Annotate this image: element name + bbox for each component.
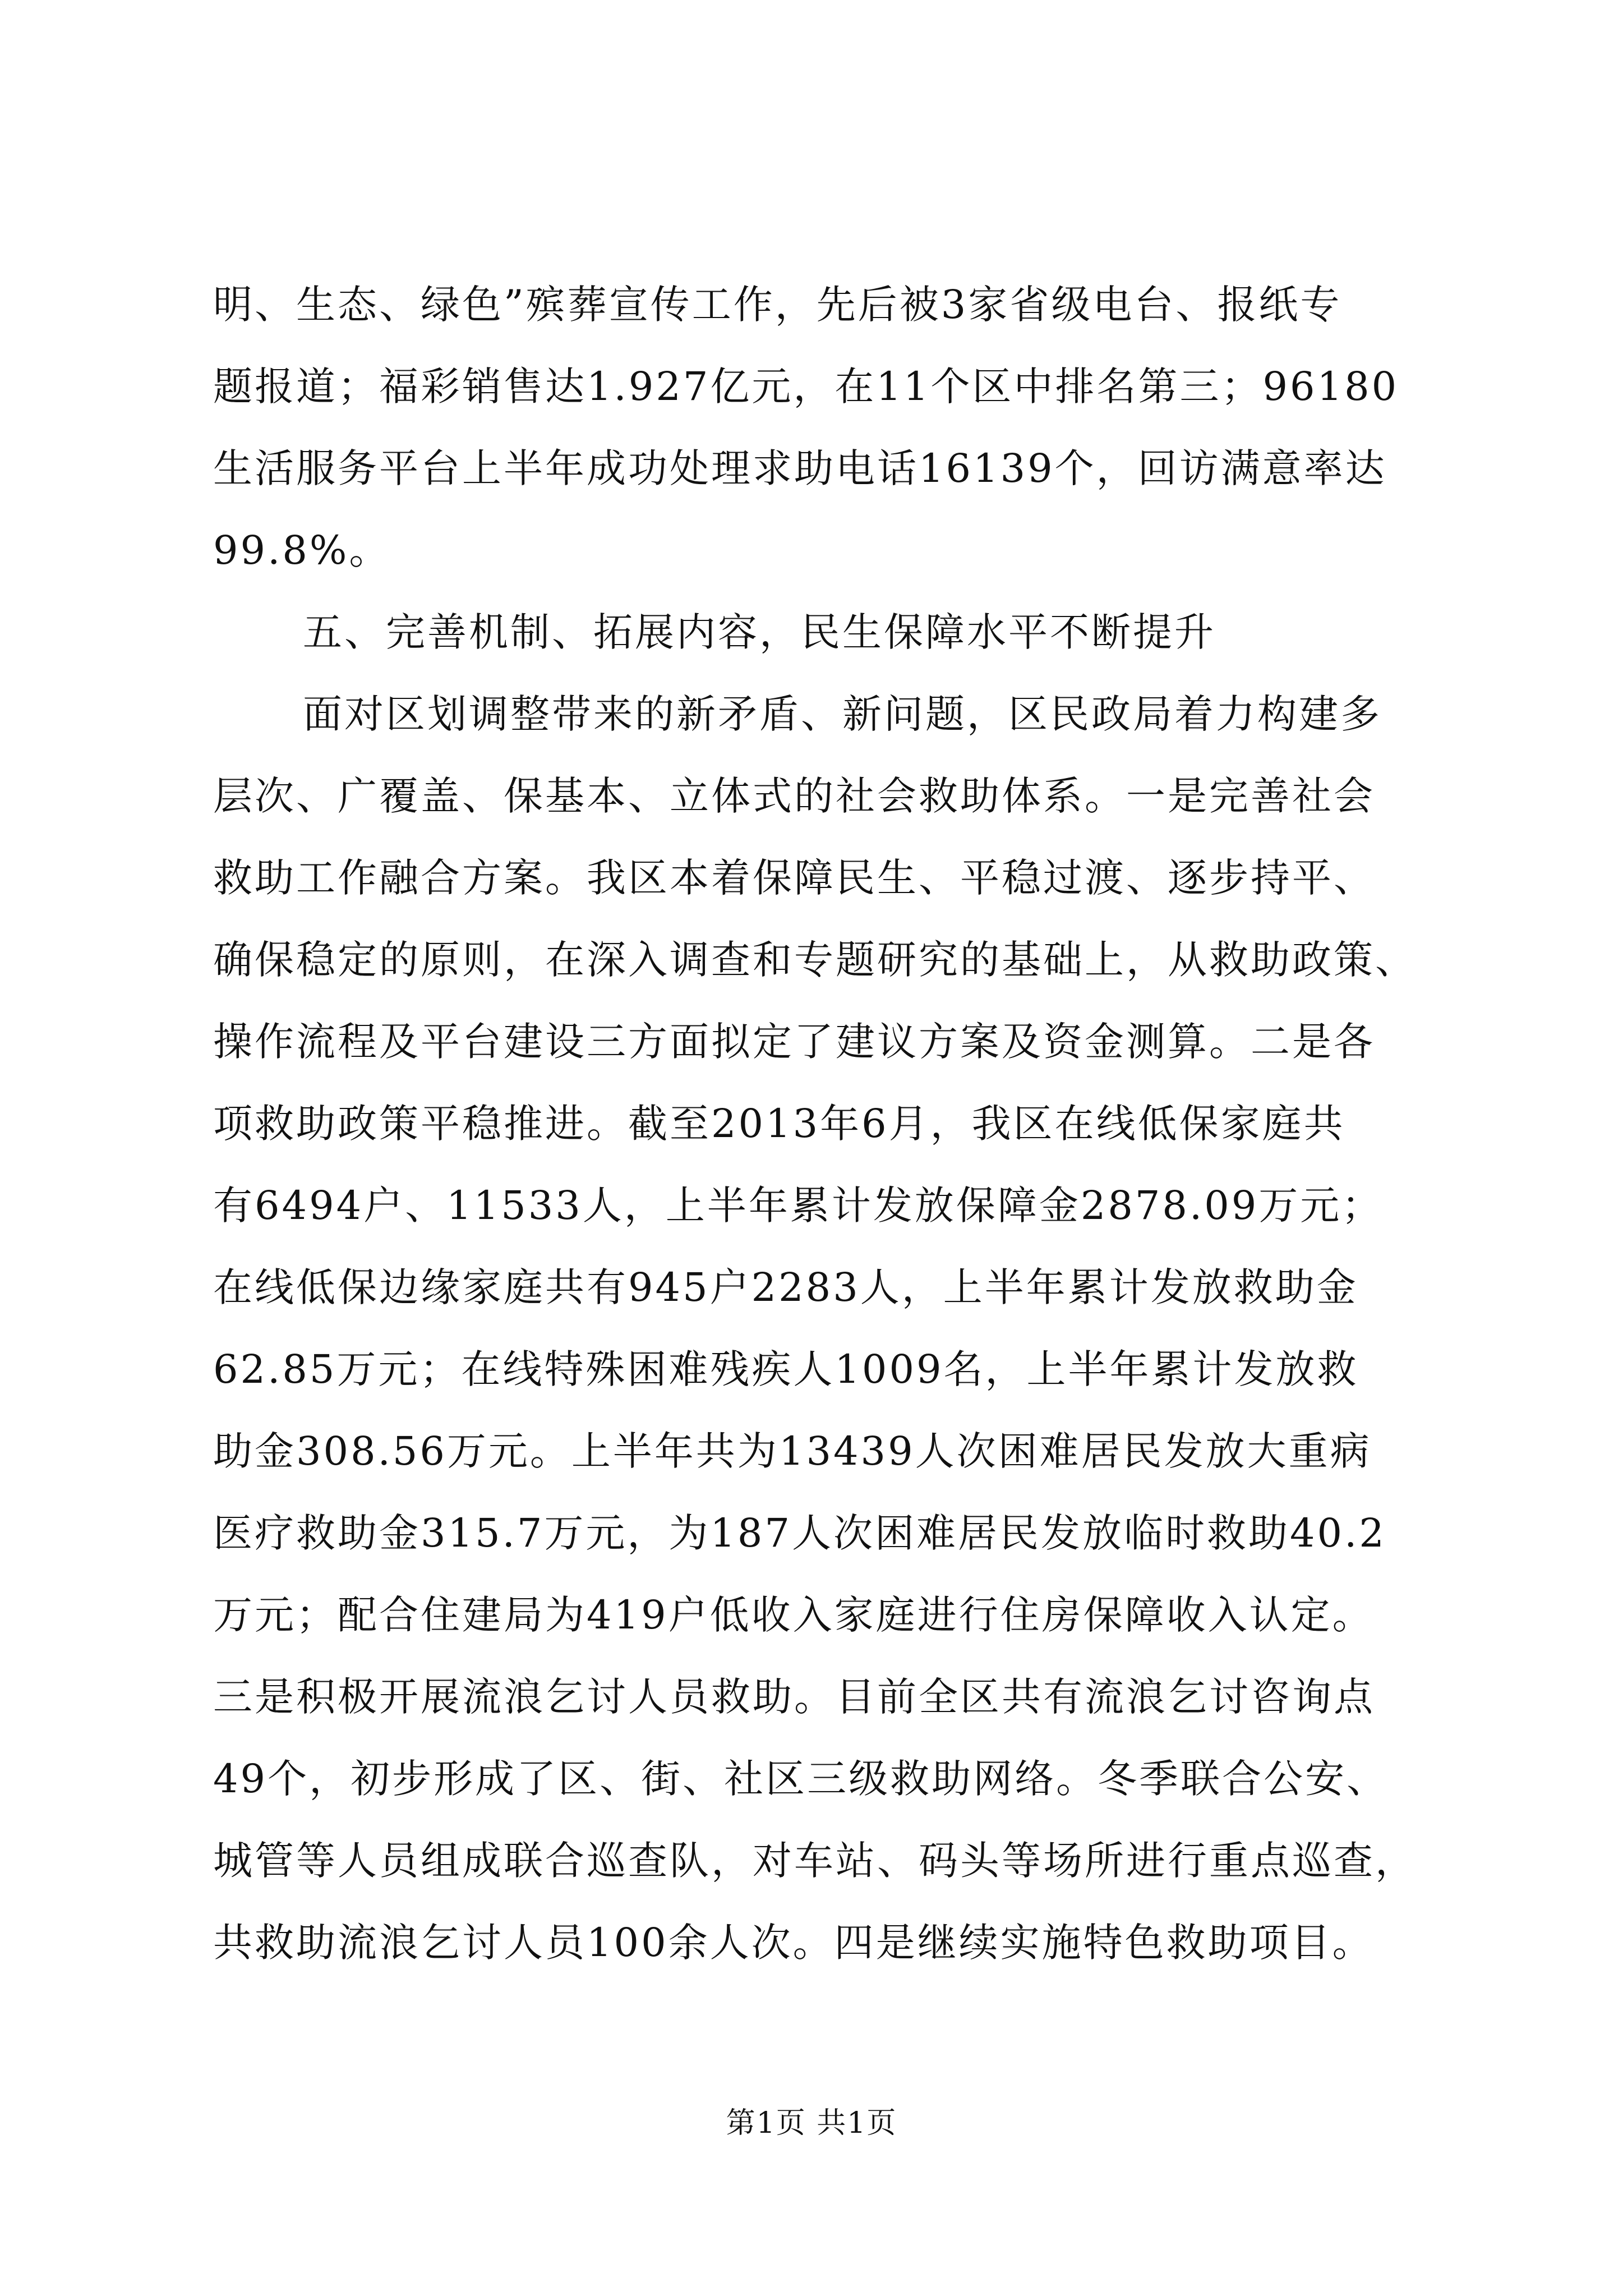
text-line: 明、生态、绿色”殡葬宣传工作，先后被3家省级电台、报纸专	[213, 282, 1342, 328]
text-line: 五、完善机制、拓展内容，民生保障水平不断提升	[303, 609, 1216, 655]
text-line: 面对区划调整带来的新矛盾、新问题，区民政局着力构建多	[303, 691, 1382, 737]
text-line: 62.85万元；在线特殊困难残疾人1009名，上半年累计发放救	[213, 1346, 1359, 1392]
text-line: 99.8%。	[213, 527, 391, 573]
text-line: 有6494户、11533人，上半年累计发放保障金2878.09万元；	[213, 1182, 1384, 1228]
text-line: 共救助流浪乞讨人员100余人次。四是继续实施特色救助项目。	[213, 1920, 1374, 1966]
text-line: 层次、广覆盖、保基本、立体式的社会救助体系。一是完善社会	[213, 773, 1375, 819]
text-line: 操作流程及平台建设三方面拟定了建议方案及资金测算。二是各	[213, 1019, 1375, 1065]
text-line: 救助工作融合方案。我区本着保障民生、平稳过渡、逐步持平、	[213, 855, 1375, 901]
document-body	[213, 264, 1419, 1984]
text-line: 城管等人员组成联合巡查队，对车站、码头等场所进行重点巡查，	[213, 1838, 1417, 1884]
text-line: 三是积极开展流浪乞讨人员救助。目前全区共有流浪乞讨咨询点	[213, 1674, 1375, 1720]
text-line: 生活服务平台上半年成功处理求助电话16139个，回访满意率达	[213, 445, 1387, 491]
text-line: 医疗救助金315.7万元，为187人次困难居民发放临时救助40.2	[213, 1510, 1386, 1556]
text-line: 万元；配合住建局为419户低收入家庭进行住房保障收入认定。	[213, 1592, 1374, 1638]
text-line: 在线低保边缘家庭共有945户2283人，上半年累计发放救助金	[213, 1264, 1358, 1310]
text-line: 49个，初步形成了区、街、社区三级救助网络。冬季联合公安、	[213, 1756, 1389, 1802]
text-line: 确保稳定的原则，在深入调查和专题研究的基础上，从救助政策、	[213, 937, 1417, 983]
text-line: 项救助政策平稳推进。截至2013年6月，我区在线低保家庭共	[213, 1101, 1345, 1147]
text-line: 题报道；福彩销售达1.927亿元，在11个区中排名第三；96180	[213, 364, 1399, 409]
page-number-footer: 第1页 共1页	[726, 2106, 897, 2140]
text-line: 助金308.56万元。上半年共为13439人次困难居民发放大重病	[213, 1428, 1372, 1474]
